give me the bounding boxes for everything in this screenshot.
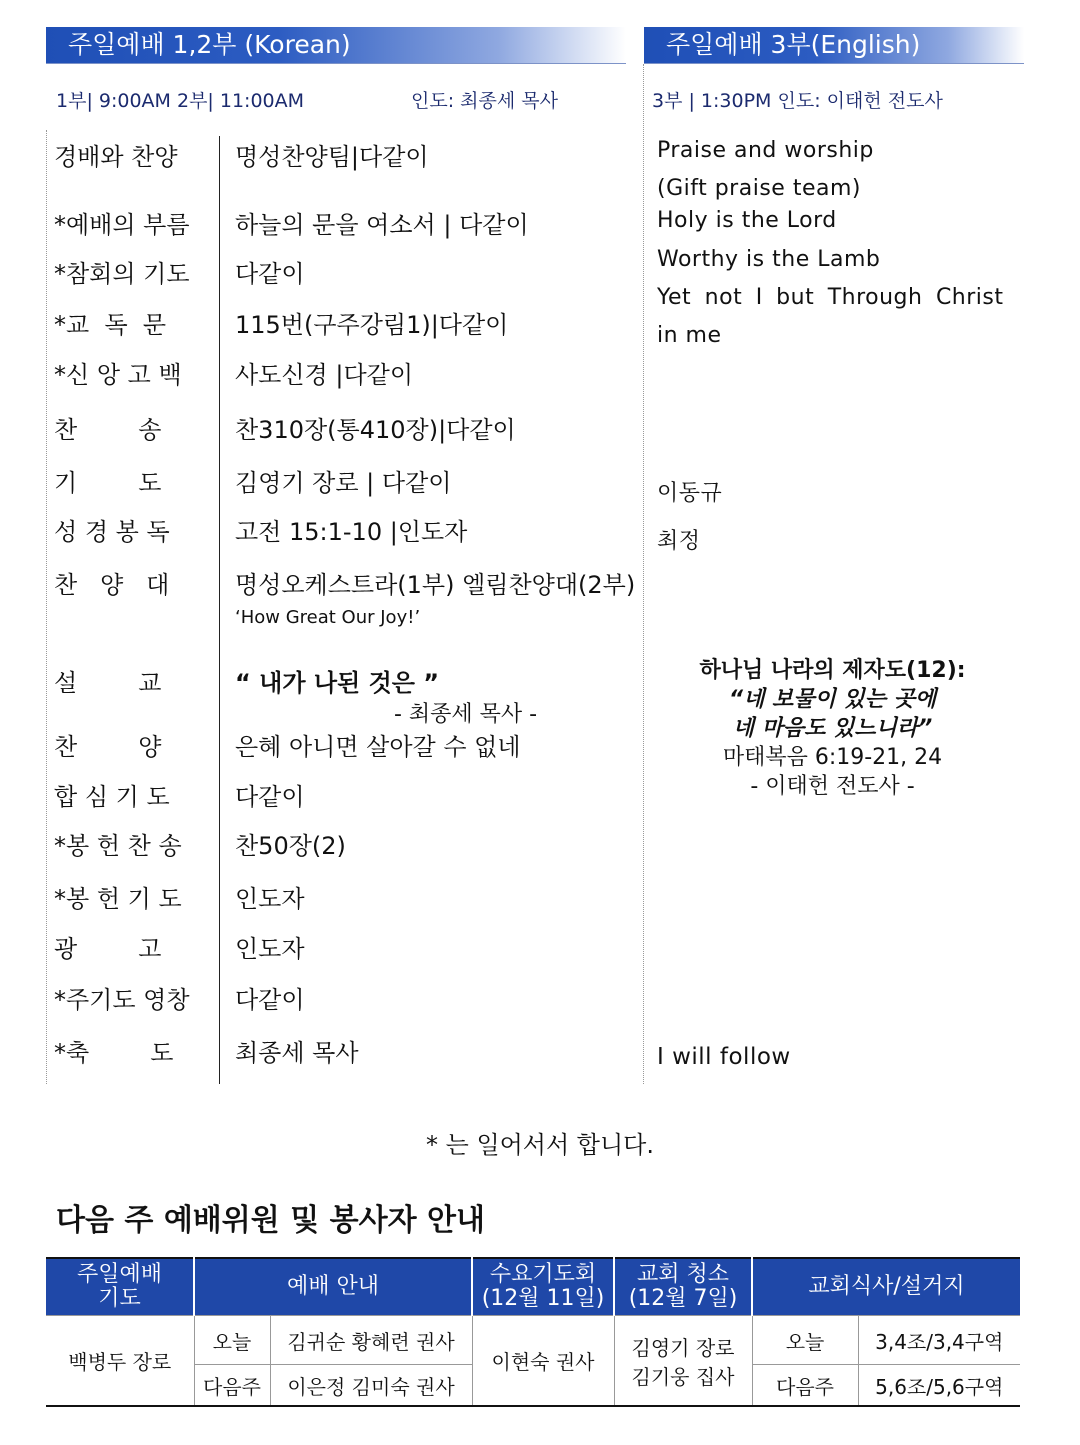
header-english-service: 주일예배 3부(English) — [644, 27, 1024, 63]
order-label-praise: 경배와 찬양 — [54, 143, 178, 171]
order-value-confession: 다같이 — [235, 260, 305, 288]
cleaning-cell: 김영기 장로 김기웅 집사 — [614, 1316, 752, 1407]
english-scripture-reader: 최정 — [657, 529, 701, 554]
standing-note: * 는 일어서서 합니다. — [426, 1131, 654, 1159]
order-label-lords-prayer: *주기도 영창 — [54, 986, 190, 1014]
order-value-sermon: “ 내가 나된 것은 ” — [235, 669, 440, 697]
order-label-creed: *신 앙 고 백 — [54, 361, 182, 389]
meal-today-value: 3,4조/3,4구역 — [858, 1316, 1020, 1365]
header-korean-service: 주일예배 1,2부 (Korean) — [46, 27, 626, 63]
order-label-offering-hymn: *봉 헌 찬 송 — [54, 832, 182, 860]
korean-service-times: 1부| 9:00AM 2부| 11:00AM — [56, 90, 305, 112]
english-sermon-title-1: “네 보물이 있는 곳에 — [728, 687, 937, 712]
english-sermon-text: 마태복음 6:19-21, 24 — [722, 745, 943, 770]
guide-next-value: 이은정 김미숙 권사 — [270, 1365, 472, 1407]
english-song-2: Worthy is the Lamb — [657, 247, 881, 272]
order-value-unison-prayer: 다같이 — [235, 783, 305, 811]
order-label-announcements: 광 고 — [54, 935, 162, 963]
left-edge-divider — [46, 130, 47, 1084]
order-value-responsive-reading: 115번(구주강림1)|다같이 — [235, 311, 509, 339]
order-value-announcements: 인도자 — [235, 935, 305, 963]
english-service-info: 3부 | 1:30PM 인도: 이태헌 전도사 — [652, 90, 943, 112]
order-label-confession: *참회의 기도 — [54, 260, 190, 288]
order-value-special-song: 은혜 아니면 살아갈 수 없네 — [235, 733, 521, 761]
column-divider — [643, 64, 644, 1084]
order-value-scripture: 고전 15:1-10 |인도자 — [235, 518, 468, 546]
order-label-call-to-worship: *예배의 부름 — [54, 211, 190, 239]
order-label-scripture: 성 경 봉 독 — [54, 518, 170, 546]
header-underline-left — [46, 63, 626, 64]
english-song-1: Holy is the Lord — [657, 208, 837, 233]
english-song-3: Yet not I but Through Christ — [657, 285, 1004, 310]
order-label-choir: 찬 양 대 — [54, 571, 170, 599]
meal-next-value: 5,6조/5,6구역 — [858, 1365, 1020, 1407]
sermon-preacher: - 최종세 목사 - — [394, 702, 538, 727]
english-sermon-title-2: 네 마음도 있느니라” — [732, 716, 933, 741]
order-label-offering-prayer: *봉 헌 기 도 — [54, 885, 182, 913]
header-sunday-prayer: 주일예배 기도 — [46, 1258, 194, 1316]
english-prayer: 이동규 — [657, 481, 723, 506]
order-value-call-to-worship: 하늘의 문을 여소서 | 다같이 — [235, 211, 529, 239]
order-label-responsive-reading: *교 독 문 — [54, 311, 167, 339]
order-value-offering-prayer: 인도자 — [235, 885, 305, 913]
header-underline-right — [644, 63, 1024, 64]
order-value-hymn: 찬310장(통410장)|다같이 — [235, 416, 516, 444]
next-week-table — [46, 1257, 1020, 1407]
english-closing-song: I will follow — [657, 1044, 791, 1070]
next-week-title: 다음 주 예배위원 및 봉사자 안내 — [56, 1203, 485, 1238]
order-value-lords-prayer: 다같이 — [235, 986, 305, 1014]
order-label-benediction: *축 도 — [54, 1039, 174, 1067]
order-label-hymn: 찬 송 — [54, 416, 162, 444]
order-value-choir: 명성오케스트라(1부) 엘림찬양대(2부) — [235, 571, 636, 599]
order-label-special-song: 찬 양 — [54, 733, 162, 761]
header-wednesday-prayer: 수요기도회 (12월 11일) — [472, 1258, 614, 1316]
meal-today-label: 오늘 — [752, 1316, 858, 1365]
order-value-benediction: 최종세 목사 — [235, 1039, 359, 1067]
english-song-3-cont: in me — [657, 323, 722, 348]
sunday-prayer-cell: 백병두 장로 — [46, 1316, 194, 1407]
order-divider — [219, 136, 220, 1084]
english-sermon-series: 하나님 나라의 제자도(12): — [699, 658, 966, 683]
guide-today-label: 오늘 — [194, 1316, 270, 1365]
meal-next-label: 다음주 — [752, 1365, 858, 1407]
english-sermon-block — [660, 656, 1005, 801]
order-label-unison-prayer: 합 심 기 도 — [54, 783, 170, 811]
english-sermon-preacher: - 이태헌 전도사 - — [750, 774, 915, 799]
guide-next-label: 다음주 — [194, 1365, 270, 1407]
order-value-praise: 명성찬양팀|다같이 — [235, 143, 429, 171]
header-church-cleaning: 교회 청소 (12월 7일) — [614, 1258, 752, 1316]
header-worship-guide: 예배 안내 — [194, 1258, 472, 1316]
choir-song-title: ‘How Great Our Joy!’ — [235, 607, 421, 628]
header-meal-dishes: 교회식사/설거지 — [752, 1258, 1020, 1316]
guide-today-value: 김귀순 황혜련 권사 — [270, 1316, 472, 1365]
order-label-prayer: 기 도 — [54, 469, 162, 497]
order-value-prayer: 김영기 장로 | 다같이 — [235, 469, 452, 497]
wednesday-prayer-cell: 이현숙 권사 — [472, 1316, 614, 1407]
order-label-sermon: 설 교 — [54, 669, 162, 697]
order-value-creed: 사도신경 |다같이 — [235, 361, 414, 389]
english-praise-line1: Praise and worship — [657, 138, 874, 163]
english-praise-line2: (Gift praise team) — [657, 176, 861, 201]
order-value-offering-hymn: 찬50장(2) — [235, 832, 346, 860]
korean-service-leader: 인도: 최종세 목사 — [411, 90, 558, 112]
